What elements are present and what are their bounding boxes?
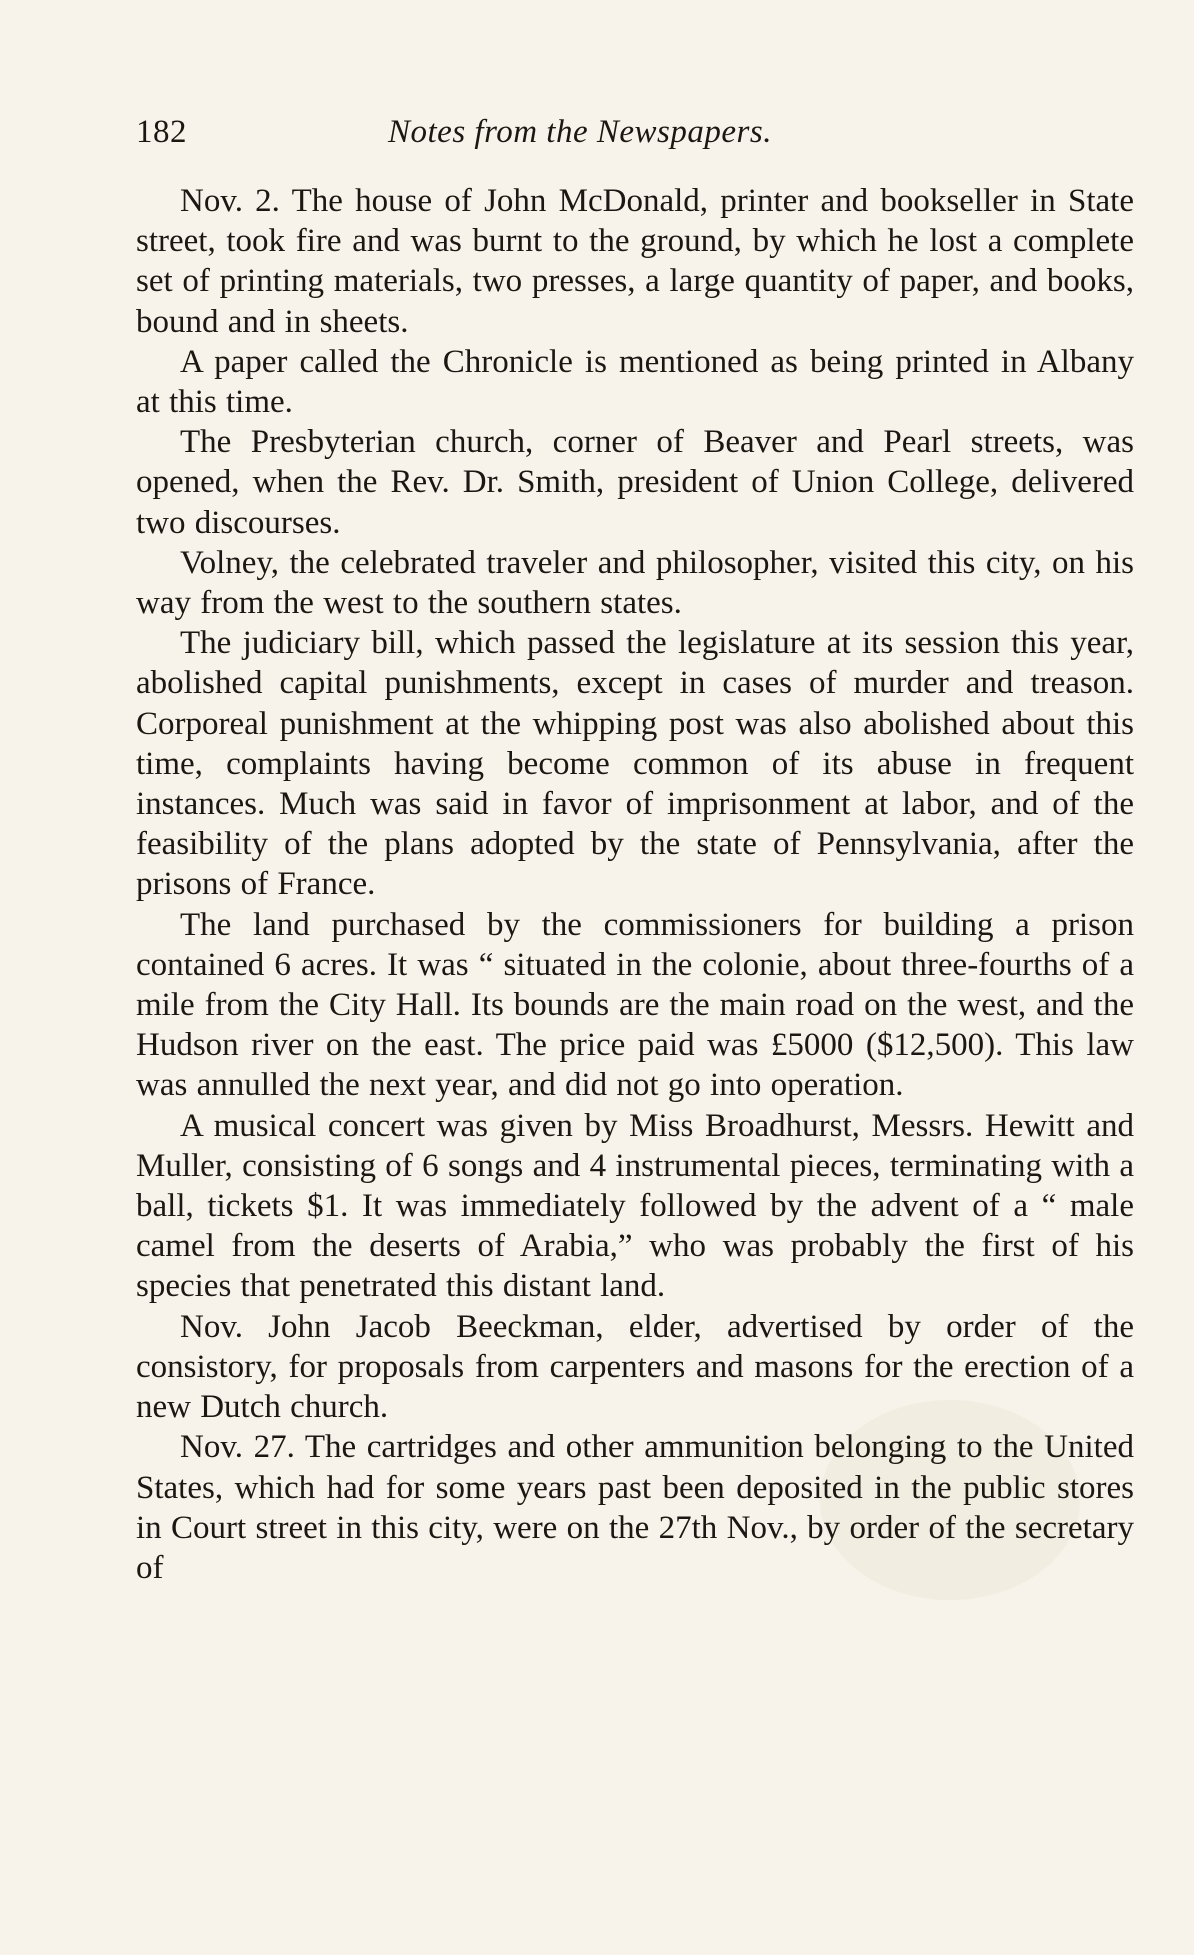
paragraph-presbyterian-church: The Presbyterian church, corner of Beaver and Pearl streets, was opened, when the Rev. Dr. Smith, president of Union College, delivered two discourses. [136, 424, 1134, 541]
paragraph-dutch-church: Nov. John Jacob Beeckman, elder, advertised by order of the consistory, for proposals from carpenters and masons for the erection of a new Dutch church. [136, 1308, 1134, 1426]
paragraph-volney: Volney, the celebrated traveler and philosopher, visited this city, on his way from the west to the southern states. [136, 544, 1134, 622]
paragraph-judiciary-bill: The judiciary bill, which passed the legislature at its session this year, abolished capital punishments, except in cases of murder and treason. Corporeal punishment at the whipping post was also abolished about this time, complaints having become common of its abuse in frequent instances. Much was said in favor of imprisonment at labor, and of the feasibility of the plans adopted by the state of Pennsylvania, after the prisons of France. [136, 625, 1134, 903]
page-number: 182 [136, 114, 187, 150]
running-title: Notes from the Newspapers. [388, 114, 772, 150]
page-header [136, 112, 1136, 160]
body-text [136, 181, 1134, 1588]
paragraph-nov-2-fire: Nov. 2. The house of John McDonald, printer and bookseller in State street, took fire and was burnt to the ground, by which he lost a complete set of printing materials, two presses, a large quantity of paper, and books, bound and in sheets. [136, 183, 1134, 340]
paragraph-chronicle: A paper called the Chronicle is mentioned as being printed in Albany at this time. [136, 343, 1134, 421]
paragraph-prison-land: The land purchased by the commissioners for building a prison contained 6 acres. It was “ situated in the colonie, about three-fourths of a mile from the City Hall. Its bounds are the main road on the west, and the Hudson river on the east. The price paid was £5000 ($12,500). This law was annulled the next year, and did not go into operation. [136, 906, 1134, 1104]
paragraph-musical-concert: A musical concert was given by Miss Broadhurst, Messrs. Hewitt and Muller, consisting of 6 songs and 4 instrumental pieces, terminating with a ball, tickets $1. It was immediately followed by the advent of a “ male camel from the deserts of Arabia,” who was probably the first of his species that penetrated this distant land. [136, 1107, 1134, 1305]
paragraph-nov-27-ammunition: Nov. 27. The cartridges and other ammunition belonging to the United States, which had for some years past been deposited in the public stores in Court street in this city, were on the 27th Nov., by order of the secretary of [136, 1429, 1134, 1586]
